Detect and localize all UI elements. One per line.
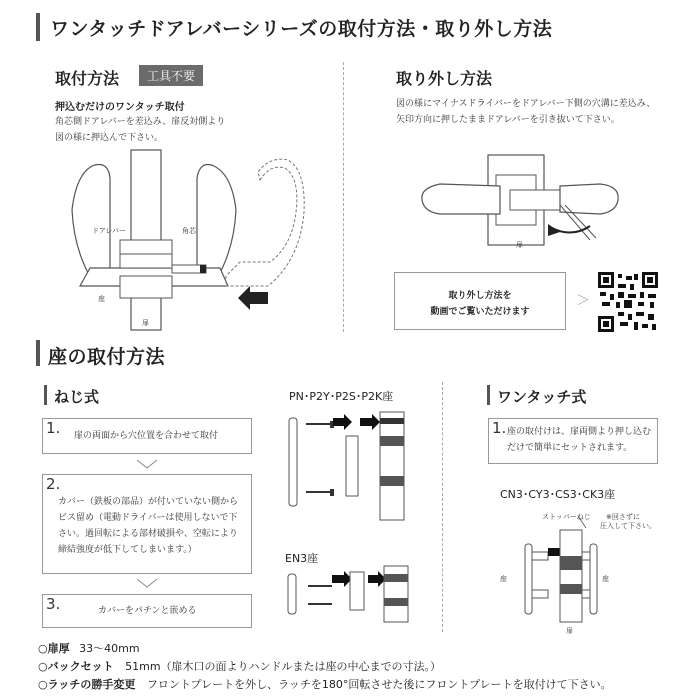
label-removal-door: 扉	[516, 241, 523, 249]
screw-step-3-text: カバーをパチンと嵌める	[98, 606, 197, 616]
onetouch-seat-left-label: 座	[500, 575, 507, 583]
onetouch-door-label: 扉	[566, 627, 573, 635]
screw-heading: ねじ式	[54, 388, 100, 406]
cn-seat-label: CN3･CY3･CS3･CK3座	[500, 488, 616, 501]
seat-heading: 座の取付方法	[48, 346, 166, 368]
screw-step-2-num: 2.	[46, 475, 61, 493]
onetouch-left-plate	[525, 544, 532, 614]
onetouch-right-plate	[590, 544, 597, 614]
press-fit-note-line-1: ※回さずに	[606, 513, 640, 521]
install-heading: 取付方法	[55, 69, 120, 88]
note-latch-hand-value: フロントプレートを外し、ラッチを180°回転させた後にフロントプレートを取付けて下さい。	[146, 678, 612, 691]
note-door-thickness	[38, 640, 140, 656]
removal-text-line-1: 図の様にマイナスドライバーをドアレバー下側の穴溝に差込み、	[396, 99, 656, 109]
onetouch-heading: ワンタッチ式	[497, 388, 587, 406]
onetouch-step-1-num: 1.	[492, 419, 507, 437]
video-link-line-2: 動画でご覧いただけます	[430, 307, 530, 317]
note-backset-label: ○バックセット	[38, 660, 114, 673]
screw-step-1-num: 1.	[46, 419, 61, 437]
screw-step-2-line-4: 締結強度が低下してしまいます。）	[58, 545, 197, 555]
removal-text-line-2: 矢印方向に押したままドアレバーを引き抜いて下さい。	[396, 115, 620, 125]
install-text-line-2: 図の様に押込んで下さい。	[55, 133, 164, 143]
onetouch-step-1-line-1: 座の取付けは、扉両側より押し込む	[507, 427, 652, 437]
removal-heading: 取り外し方法	[396, 69, 493, 88]
note-door-thickness-value: 33～40mm	[79, 642, 140, 655]
note-latch-hand-label: ○ラッチの勝手変更	[38, 678, 136, 691]
screw-step-3-num: 3.	[46, 595, 61, 613]
screw-step-2-line-2: ビス留め（電動ドライバーは使用しないで下	[58, 513, 238, 523]
video-link-line-1: 取り外し方法を	[448, 291, 512, 301]
note-backset	[38, 658, 441, 674]
label-install-door: 扉	[142, 319, 149, 327]
install-text-line-1: 角芯側ドアレバーを差込み、扉反対側より	[55, 117, 226, 127]
note-latch-hand	[38, 676, 612, 692]
press-fit-note-line-2: 圧入して下さい。	[600, 522, 656, 530]
note-backset-value: 51mm（扉木口の面よりハンドルまたは座の中心までの寸法。）	[125, 660, 442, 673]
page-title: ワンタッチドアレバーシリーズの取付方法・取り外し方法	[50, 18, 553, 40]
install-subheading: 押込むだけのワンタッチ取付	[55, 102, 185, 113]
onetouch-step-1-line-2: だけで簡単にセットされます。	[507, 443, 633, 453]
no-tools-tag: 工具不要	[139, 65, 203, 86]
label-install-seat: 座	[98, 295, 105, 303]
label-door-lever: ドアレバー	[92, 227, 127, 235]
note-door-thickness-label: ○扉厚	[38, 642, 70, 655]
onetouch-door	[560, 530, 582, 622]
en3-seat-label: EN3座	[285, 552, 319, 565]
chevron-right-icon: ＞	[576, 293, 590, 309]
screw-step-2-line-3: さい。過回転による部材破損や、空転により	[58, 529, 238, 539]
stopper-screw-label: ストッパーねじ	[542, 513, 591, 521]
screw-step-1-text: 扉の両面から穴位置を合わせて取付	[74, 431, 219, 441]
onetouch-seat-right-label: 座	[602, 575, 609, 583]
pn-seat-label: PN･P2Y･P2S･P2K座	[289, 390, 394, 403]
label-spindle: 角芯	[182, 227, 196, 235]
screw-step-2-line-1: カバー（鉄板の部品）が付いていない側から	[58, 497, 239, 507]
